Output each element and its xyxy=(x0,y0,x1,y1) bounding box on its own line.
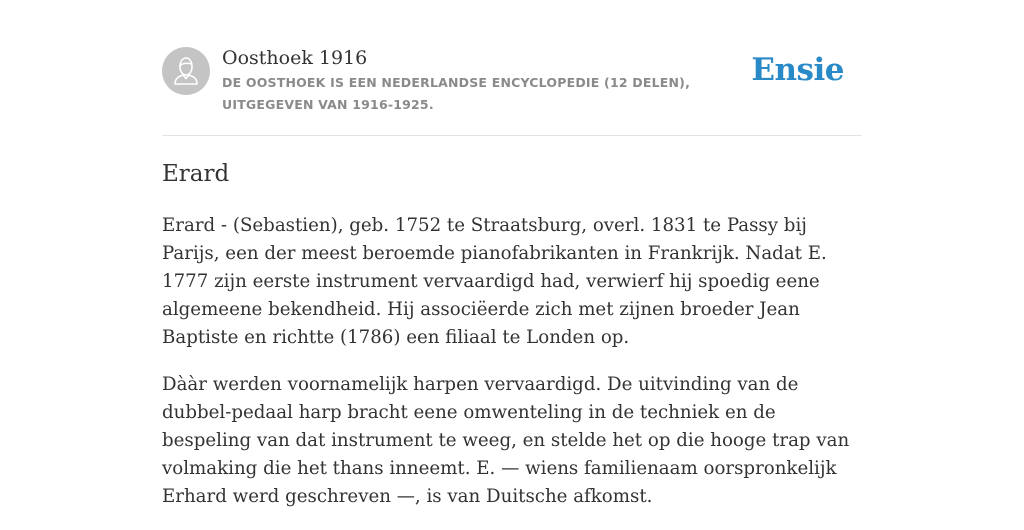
entry-paragraph: Erard - (Sebastien), geb. 1752 te Straatsburg, overl. 1831 te Passy bij Parijs, een der meest beroemde pianofabrikanten in Frankrijk. Nadat E. 1777 zijn eerste instrument vervaardigd had, verwierf hij spoedig eene algemeene bekendheid. Hij associëerde zich met zijnen broeder Jean Baptiste en richtte (1786) een filiaal te Londen op. xyxy=(162,215,827,348)
source-header xyxy=(162,46,862,116)
user-silhouette-icon xyxy=(162,47,210,95)
entry-body xyxy=(162,212,862,530)
header-divider xyxy=(162,135,862,136)
entry-title: Erard xyxy=(162,161,230,187)
brand-logo[interactable]: Ensie xyxy=(751,52,844,88)
source-avatar[interactable] xyxy=(162,47,210,95)
source-title[interactable]: Oosthoek 1916 xyxy=(222,47,368,69)
entry-paragraph: Dààr werden voornamelijk harpen vervaardigd. De uitvinding van de dubbel-pedaal harp bracht eene omwenteling in de techniek en de bespeling van dat instrument te weeg, en stelde het op die hooge trap van volmaking die het thans inneemt. E. — wiens familienaam oorspronkelijk Erhard werd geschreven —, is van Duitsche afkomst. xyxy=(162,374,850,507)
source-description: DE OOSTHOEK IS EEN NEDERLANDSE ENCYCLOPEDIE (12 DELEN), UITGEGEVEN VAN 1916-1925. xyxy=(222,75,691,112)
